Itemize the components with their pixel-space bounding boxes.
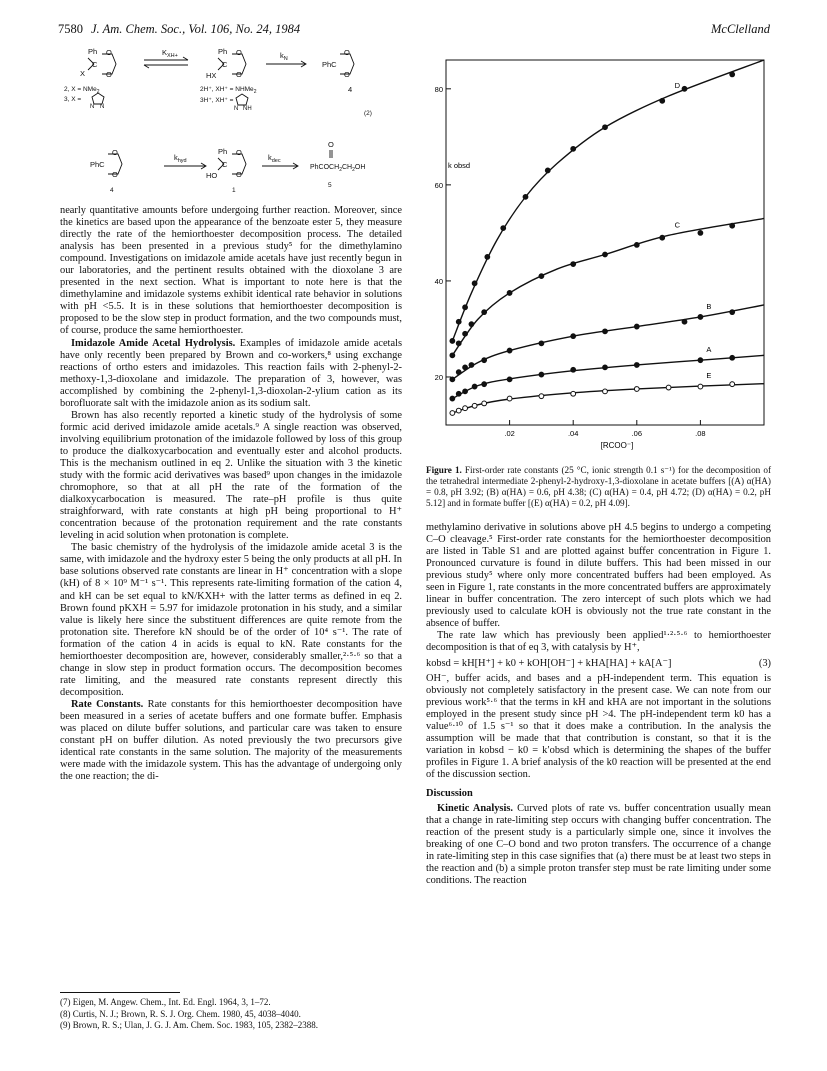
data-point-e — [472, 403, 477, 408]
x-label: X — [80, 69, 86, 78]
label-3: 3, X = — [64, 96, 82, 103]
data-point-a — [507, 377, 512, 382]
data-point-e — [730, 382, 735, 387]
kxh-label: $K_{XH+}$ — [162, 48, 178, 59]
o-label: O — [112, 170, 118, 179]
data-point-c — [730, 223, 735, 228]
data-point-c — [482, 310, 487, 315]
data-point-c — [539, 274, 544, 279]
data-point-a — [603, 365, 608, 370]
data-point-a — [730, 355, 735, 360]
x-tick-label: .04 — [567, 429, 579, 438]
series-line-b — [452, 305, 764, 379]
section-heading: Kinetic Analysis. — [437, 803, 513, 815]
data-point-d — [603, 125, 608, 130]
data-point-d — [450, 339, 455, 344]
data-point-c — [571, 262, 576, 267]
page-number: 7580 — [58, 22, 83, 36]
data-point-e — [463, 406, 468, 411]
x-tick-label: .08 — [695, 429, 706, 438]
data-point-c — [456, 341, 461, 346]
reference-item: (8) Curtis, N. J.; Brown, R. S. J. Org. Chem. 1980, 45, 4038–4040. — [60, 1008, 301, 1019]
paragraph: OH⁻, buffer acids, and bases and a pH-independent term. This equation is obviously not completely satisfactory in the present case. We can note from our previous work⁵·⁶ that the terms in kH and kHA are not important in the solutions employed in the present study since pH >4. The pH-independent term k0 has a value⁶·¹⁰ of 1.5 s⁻¹ so that it does make a contribution. In the analysis the assumption will be made that that contribution is constant, so that it is the variation in kobsd − k0 = k′obsd which is determining the shapes of the buffer profiles in Figure 1. A brief analysis of the k0 reaction will be presented at the end of the discussion section. — [426, 672, 771, 780]
equation-text: kobsd = kH[H⁺] + k0 + kOH[OH⁻] + kHA[HA] + kA[A⁻] — [426, 657, 672, 669]
data-point-a — [634, 363, 639, 368]
data-point-d — [463, 305, 468, 310]
o-label: O — [112, 148, 118, 157]
compound-4-label: 4 — [110, 187, 114, 194]
data-point-c — [463, 331, 468, 336]
n-label: N — [100, 104, 105, 110]
series-line-e — [452, 384, 764, 413]
data-point-d — [501, 226, 506, 231]
y-tick-label: 80 — [434, 84, 443, 94]
header-left — [58, 22, 300, 37]
data-point-b — [571, 334, 576, 339]
data-point-e — [666, 385, 671, 390]
label-3h: 3H⁺, XH⁺ = — [200, 97, 234, 104]
data-point-b — [482, 358, 487, 363]
series-line-d — [452, 60, 764, 341]
header-author: McClelland — [710, 22, 770, 36]
data-point-b — [463, 365, 468, 370]
data-point-b — [507, 348, 512, 353]
data-point-b — [539, 341, 544, 346]
footnote-references — [60, 992, 402, 1032]
paragraph: nearly quantitative amounts before undergoing further reaction. Moreover, since the kinetics are based upon the appearance of the benzoate ester 5, they measure directly the rate of the hemiorthoester decomposition process. The detailed analysis has been presented in a previous study⁵ for the dimethylamino compound. Investigations on imidazole amide acetals have just recently begun in our laboratories, and the pertinent results obtained with the dioxolane 3 are presented in the next section. What is important to note here is that the dimethylamine and imidazole systems exhibit identical rate behavior in solutions with pH <5.5. It is in these solutions that hemiorthoester decomposition is proposed to be the slow step in product formation, and the two compounds must, of course, produce the same hemiorthoester. — [60, 205, 402, 337]
data-point-a — [472, 384, 477, 389]
y-tick-label: 20 — [434, 372, 443, 382]
data-point-e — [482, 401, 487, 406]
running-header — [58, 22, 770, 42]
x-axis-label: [RCOO⁻] — [600, 441, 634, 450]
paragraph: Rate Constants. Rate constants for this hemiorthoester decomposition have been measured in a series of acetate buffers and one formate buffer. Emphasis was placed on dilute buffer solutions, and particular care was taken to ensure constant pH on buffer dilution. As noted previously the two precursors give identical rate constants in the same solution. The majority of the measurements were made with the imidazole system. This has the advantage of undergoing only the one reaction; the di- — [60, 698, 402, 783]
paragraph: methylamino derivative in solutions above pH 4.5 begins to undergo a competing C–O cleavage.⁵ First-order rate constants for the hemiorthoester decomposition are listed in Table S1 and are plotted against buffer concentration in Figure 1. Pronounced curvature is found in dilute buffers. This had been missed in our previous study⁵ where only more concentrated buffers had been employed. As seen in Figure 1, rate constants in the more concentrated buffers are approximately linear in buffer concentration. The zero intercept of such plots which we had previously used to calculate kOH is obviously not the true rate constant in the absence of buffer. — [426, 522, 771, 630]
paragraph: Imidazole Amide Acetal Hydrolysis. Examples of imidazole amide acetals have only recently been prepared by Brown and co-workers,⁸ using exchange reactions of ortho esters and imidazoles. This reaction fails with 2-phenyl-2-methoxy-1,3-dioxolane and imidazole. The preparation of 3, however, was accomplished by combining the 2-phenyl-1,3-dioxolan-2-ylium cation as its borofluorate salt with the imidazole anion as its sodium salt. — [60, 337, 402, 409]
equation-3 — [426, 658, 771, 670]
series-label-e: E — [706, 371, 712, 381]
data-point-a — [698, 358, 703, 363]
ph-label: Ph — [218, 47, 228, 56]
nh-label: NH — [243, 106, 252, 112]
o-label: O — [236, 148, 242, 157]
series-line-a — [452, 355, 764, 398]
data-point-a — [456, 391, 461, 396]
data-point-b — [730, 310, 735, 315]
y-tick-label: 40 — [434, 276, 443, 286]
data-point-b — [603, 329, 608, 334]
data-point-d — [730, 72, 735, 77]
footnote-rule — [60, 992, 180, 993]
data-point-a — [450, 396, 455, 401]
data-point-b — [456, 370, 461, 375]
o-label: O — [236, 70, 242, 79]
y-tick-label: 60 — [434, 180, 443, 190]
ph-label: Ph — [218, 147, 228, 156]
ho-label: HO — [206, 171, 218, 180]
reference-item: (9) Brown, R. S.; Ulan, J. G. J. Am. Chem. Soc. 1983, 105, 2382–2388. — [60, 1020, 319, 1030]
product-5: $PhCOCH_2CH_2OH$ — [310, 164, 366, 173]
figure-caption: Figure 1. First-order rate constants (25 °C, ionic strength 0.1 s⁻¹) for the decomposition of the tetrahedral intermediate 2-phenyl-2-hydroxy-1,3-dioxolane in acetate buffers [(A) α(HA) = 0.8, pH 3.92; (B) α(HA) = 0.6, pH 4.38; (C) α(HA) = 0.4, pH 4.72; (D) α(HA) = 0.2, pH 5.12] and in formate buffer [(E) α(HA) = 0.2, pH 4.09]. — [426, 465, 772, 508]
khyd-label: $k_{hyd}$ — [174, 153, 187, 164]
y-axis-label: k obsd — [448, 161, 471, 170]
c-label: C — [92, 60, 98, 69]
compound-4-label: 4 — [348, 85, 353, 94]
figure-1-chart — [426, 50, 771, 460]
data-point-d — [545, 168, 550, 173]
data-point-b — [634, 324, 639, 329]
series-label-a: A — [706, 345, 712, 355]
section-heading: Rate Constants. — [71, 698, 144, 710]
carbonyl-o-label: O — [328, 140, 334, 149]
series-label-b: B — [706, 301, 712, 311]
data-point-c — [634, 243, 639, 248]
data-point-d — [456, 319, 461, 324]
equation-number: (3) — [758, 657, 771, 669]
data-point-a — [463, 389, 468, 394]
label-2h: 2H⁺, XH⁺ = NHMe$_2$ — [200, 86, 257, 95]
data-point-d — [472, 281, 477, 286]
data-point-b — [469, 363, 474, 368]
data-point-b — [682, 319, 687, 324]
data-point-c — [603, 252, 608, 257]
data-point-e — [571, 391, 576, 396]
o-label: O — [344, 48, 350, 57]
series-label-d: D — [674, 81, 681, 91]
phc-label: PhC — [90, 160, 105, 169]
o-label: O — [236, 170, 242, 179]
series-label-c: C — [674, 220, 681, 230]
data-point-e — [456, 408, 461, 413]
data-point-b — [450, 377, 455, 382]
data-point-d — [660, 98, 665, 103]
n-label: N — [234, 106, 239, 112]
o-label: O — [236, 48, 242, 57]
journal-citation: J. Am. Chem. Soc., Vol. 106, No. 24, 1984 — [91, 22, 301, 36]
paragraph: Brown has also recently reported a kinetic study of the hydrolysis of some formic acid derived imidazole amide acetals.⁹ A single reaction was observed, involving equilibrium protonation of the imidazole followed by loss of this group to produce the dialkoxycarbocation and eventually ester and alcohol products. This is the mechanism outlined in eq 2. Unlike the situation with 3 the kinetic study with the formic acid derivatives was based⁹ upon changes in the imidazole chromophore, so that at all pH the rate of the formation of the dialkoxycarbocation is measured. The rate–pH profile is thus quite straighforward, with rate constants at high pH being proportional to H⁺ concentration because of the protonation requirement and the rate constants leveling in acid solution when protonation is complete. — [60, 409, 402, 542]
data-point-d — [682, 86, 687, 91]
data-point-a — [482, 382, 487, 387]
c-label: C — [222, 60, 228, 69]
x-tick-label: .06 — [631, 429, 643, 438]
kdec-label: $k_{dec}$ — [268, 153, 281, 164]
hx-label: HX — [206, 71, 217, 80]
data-point-d — [523, 194, 528, 199]
data-point-e — [603, 389, 608, 394]
right-column — [426, 522, 771, 887]
data-point-d — [485, 255, 490, 260]
data-point-e — [507, 396, 512, 401]
compound-1-label: 1 — [232, 187, 236, 194]
data-point-a — [539, 372, 544, 377]
figure-label: Figure 1. — [426, 465, 462, 475]
x-tick-label: .02 — [504, 429, 515, 438]
data-point-d — [571, 146, 576, 151]
label-2: 2, X = NMe$_2$ — [64, 86, 100, 95]
n-label: N — [90, 104, 95, 110]
paragraph: Kinetic Analysis. Curved plots of rate vs. buffer concentration usually mean that a change in rate-limiting step occurs with changing buffer concentration. The reaction of the present study is a particularly simple one, since it involves the breaking of one C–O bond and two proton transfers. The occurrence of a change in rate-limiting step in this case signifies that (a) there must be at least two steps in the reaction and (b) a simple proton transfer step must be rate limiting under some conditions. The reaction — [426, 803, 771, 887]
data-point-c — [660, 235, 665, 240]
o-label: O — [106, 70, 112, 79]
reference-item: (7) Eigen, M. Angew. Chem., Int. Ed. Engl. 1964, 3, 1–72. — [60, 997, 271, 1007]
o-label: O — [344, 70, 350, 79]
data-point-e — [698, 384, 703, 389]
compound-5-label: 5 — [328, 182, 332, 189]
paragraph: The basic chemistry of the hydrolysis of the imidazole amide acetal 3 is the same, with imidazole and the hydroxy ester 5 being the only products at all pH. In base solutions observed rate constants are linear in H⁺ concentration with a slope (kH) of 8 × 10⁹ M⁻¹ s⁻¹. This represents rate-limiting formation of the cation 4, and kH can be set equal to kN/KXH+ with the latter terms as defined in eq 2. Brown found pKXH = 5.97 for imidazole protonation in his study, and a similar value is likely here since the substituent differences are quite remote from the protonation site. Therefore kN should be of the order of 10⁴ s⁻¹. The rate of formation of the cation 4 in acids is equal to kN. Rate constants for the hemiorthoester decomposition are, however, considerably smaller,²·⁵·⁶ so that a change in slow step in product formation occurs. The decomposition becomes rate limiting, and the measured rate constants represent directly this decomposition. — [60, 542, 402, 698]
data-point-c — [469, 322, 474, 327]
kn-label: $k_N$ — [280, 51, 288, 62]
c-label: C — [222, 160, 228, 169]
left-column — [60, 205, 402, 783]
data-point-c — [507, 291, 512, 296]
data-point-e — [450, 411, 455, 416]
section-heading: Imidazole Amide Acetal Hydrolysis. — [71, 337, 236, 349]
data-point-c — [450, 353, 455, 358]
data-point-e — [539, 394, 544, 399]
reaction-scheme — [60, 46, 405, 198]
series-line-c — [452, 218, 764, 355]
equation-number: (2) — [364, 110, 372, 117]
phc-label: PhC — [322, 60, 337, 69]
ph-label: Ph — [88, 47, 98, 56]
data-point-c — [698, 230, 703, 235]
data-point-a — [571, 367, 576, 372]
discussion-heading: Discussion — [426, 787, 473, 799]
data-point-b — [698, 315, 703, 320]
o-label: O — [106, 48, 112, 57]
paragraph: The rate law which has previously been applied¹·²·⁵·⁶ to hemiorthoester decomposition is that of eq 3, with catalysis by H⁺, — [426, 630, 771, 654]
data-point-e — [634, 387, 639, 392]
